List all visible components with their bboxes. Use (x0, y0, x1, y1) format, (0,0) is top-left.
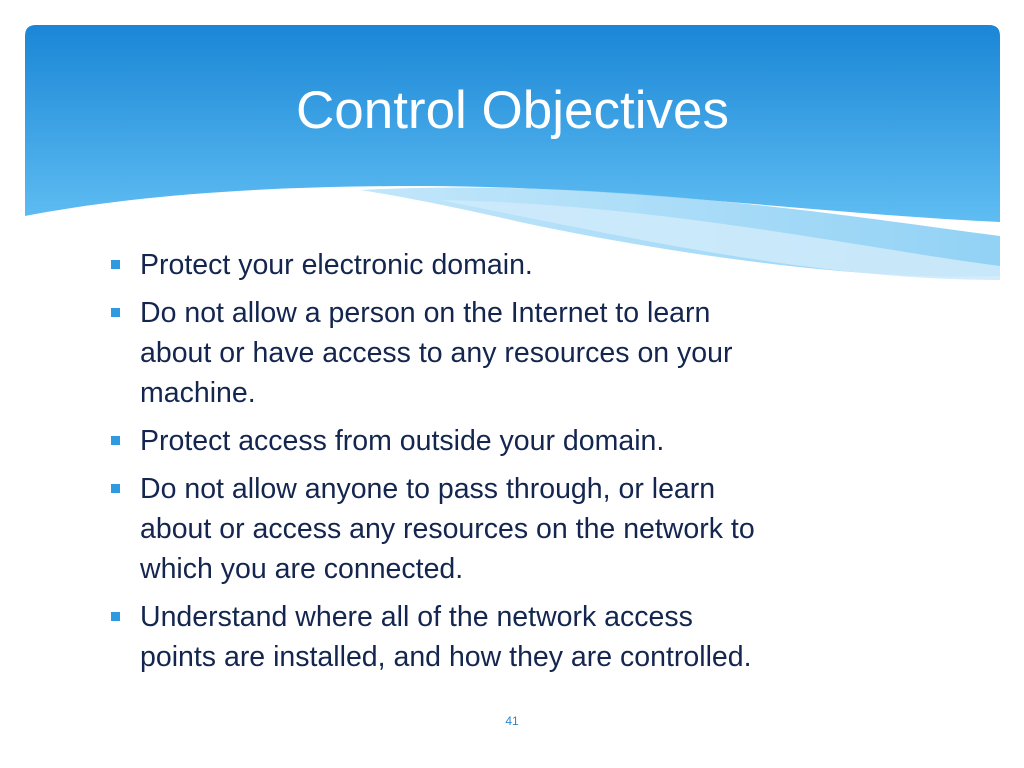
square-bullet-icon (111, 612, 120, 621)
square-bullet-icon (111, 436, 120, 445)
bullet-line: points are installed, and how they are controlled. (140, 641, 752, 673)
slide-title: Control Objectives (295, 81, 729, 140)
bullet-item (108, 245, 988, 285)
square-bullet-icon (111, 260, 120, 269)
bullet-line: Do not allow anyone to pass through, or learn (140, 473, 716, 505)
bullet-line: which you are connected. (140, 553, 464, 585)
square-bullet-icon (111, 484, 120, 493)
bullet-line: about or access any resources on the network to (140, 513, 755, 545)
bullet-line: Protect your electronic domain. (140, 249, 533, 281)
bullet-item (108, 597, 988, 677)
bullet-item (108, 469, 988, 589)
bullet-list (108, 245, 988, 685)
square-bullet-icon (111, 308, 120, 317)
bullet-item (108, 421, 988, 461)
bullet-line: machine. (140, 377, 256, 409)
page-number: 41 (505, 714, 519, 728)
bullet-line: Protect access from outside your domain. (140, 425, 665, 457)
bullet-item (108, 293, 988, 413)
bullet-line: Do not allow a person on the Internet to learn (140, 297, 711, 329)
bullet-line: about or have access to any resources on your (140, 337, 733, 369)
bullet-line: Understand where all of the network access (140, 601, 693, 633)
